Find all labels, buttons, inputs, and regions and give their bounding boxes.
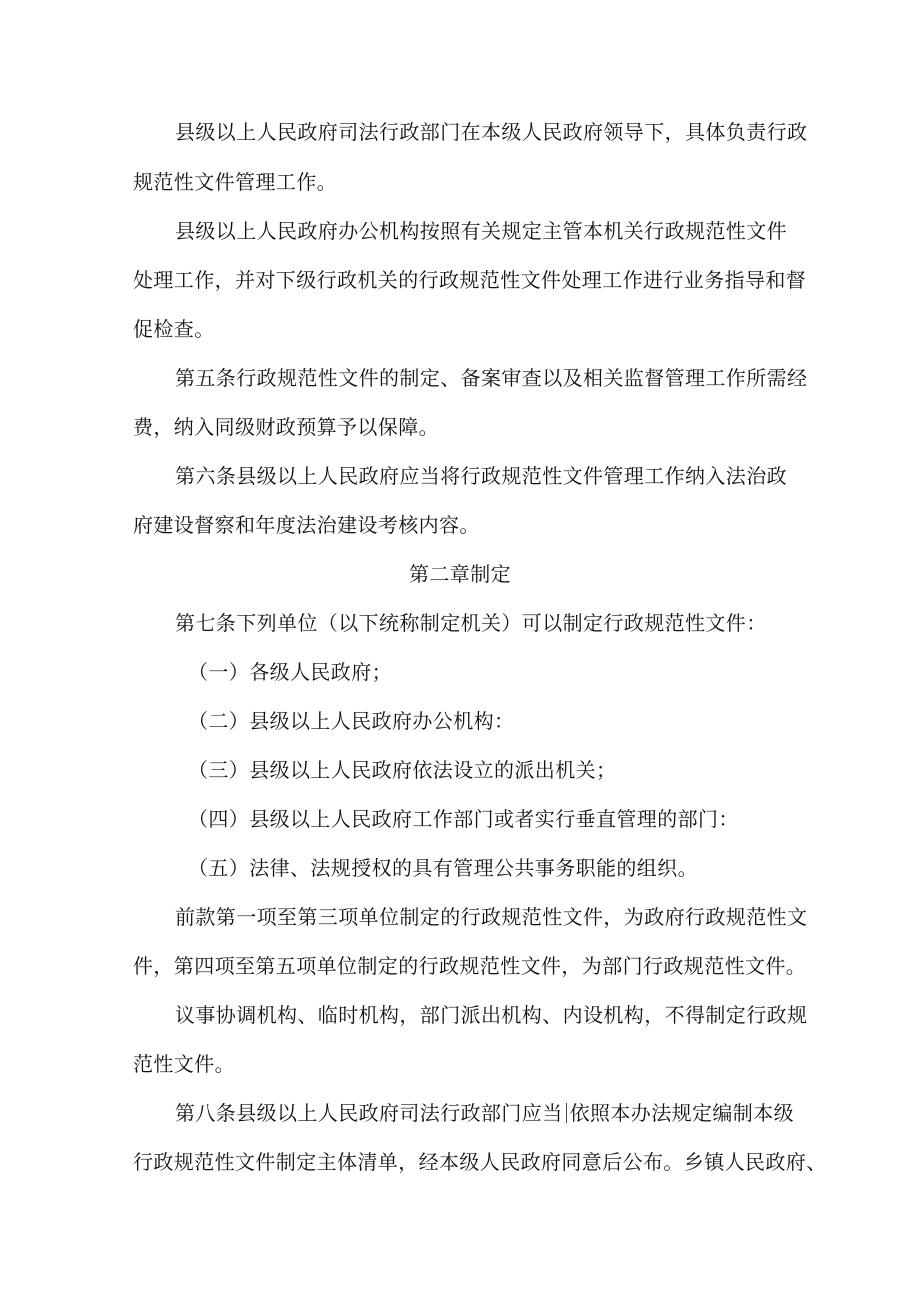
- article-8-line-1-part-a: 第八条县级以上人民政府司法行政部门应当: [175, 1101, 563, 1125]
- paragraph-4-line-2: 府建设督察和年度法治建设考核内容。: [133, 513, 480, 537]
- prohibition-line-1: 议事协调机构、临时机构，部门派出机构、内设机构，不得制定行政规: [175, 1003, 808, 1027]
- list-item-1: （一）各级人民政府；: [188, 660, 392, 684]
- chapter-heading: 第二章制定: [409, 562, 511, 586]
- paragraph-3-line-2: 费，纳入同级财政预算予以保障。: [133, 415, 439, 439]
- text-cursor-mark: [566, 1103, 567, 1123]
- paragraph-4-line-1: 第六条县级以上人民政府应当将行政规范性文件管理工作纳入法治政: [175, 464, 787, 488]
- paragraph-1-line-2: 规范性文件管理工作。: [133, 170, 337, 194]
- prohibition-line-2: 范性文件。: [133, 1052, 235, 1076]
- paragraph-2-line-1: 县级以上人民政府办公机构按照有关规定主管本机关行政规范性文件: [175, 219, 787, 243]
- paragraph-2-line-2: 处理工作，并对下级行政机关的行政规范性文件处理工作进行业务指导和督: [133, 268, 807, 292]
- classification-line-2: 件，第四项至第五项单位制定的行政规范性文件，为部门行政规范性文件。: [133, 954, 807, 978]
- list-item-2: （二）县级以上人民政府办公机构：: [188, 709, 515, 733]
- list-item-3: （三）县级以上人民政府依法设立的派出机关；: [188, 758, 617, 782]
- classification-line-1: 前款第一项至第三项单位制定的行政规范性文件，为政府行政规范性文: [175, 905, 808, 929]
- list-item-5: （五）法律、法规授权的具有管理公共事务职能的组织。: [188, 856, 698, 880]
- article-8-line-1: [175, 1101, 794, 1125]
- list-item-4: （四）县级以上人民政府工作部门或者实行垂直管理的部门：: [188, 807, 739, 831]
- paragraph-3-line-1: 第五条行政规范性文件的制定、备案审查以及相关监督管理工作所需经: [175, 366, 808, 390]
- paragraph-2-line-3: 促检查。: [133, 317, 215, 341]
- paragraph-1-line-1: 县级以上人民政府司法行政部门在本级人民政府领导下，具体负责行政: [175, 120, 808, 144]
- article-8-line-1-part-b: 依照本办法规定编制本级: [569, 1101, 795, 1125]
- article-7: 第七条下列单位（以下统称制定机关）可以制定行政规范性文件：: [175, 611, 767, 635]
- article-8-line-2: 行政规范性文件制定主体清单，经本级人民政府同意后公布。乡镇人民政府、: [133, 1150, 827, 1174]
